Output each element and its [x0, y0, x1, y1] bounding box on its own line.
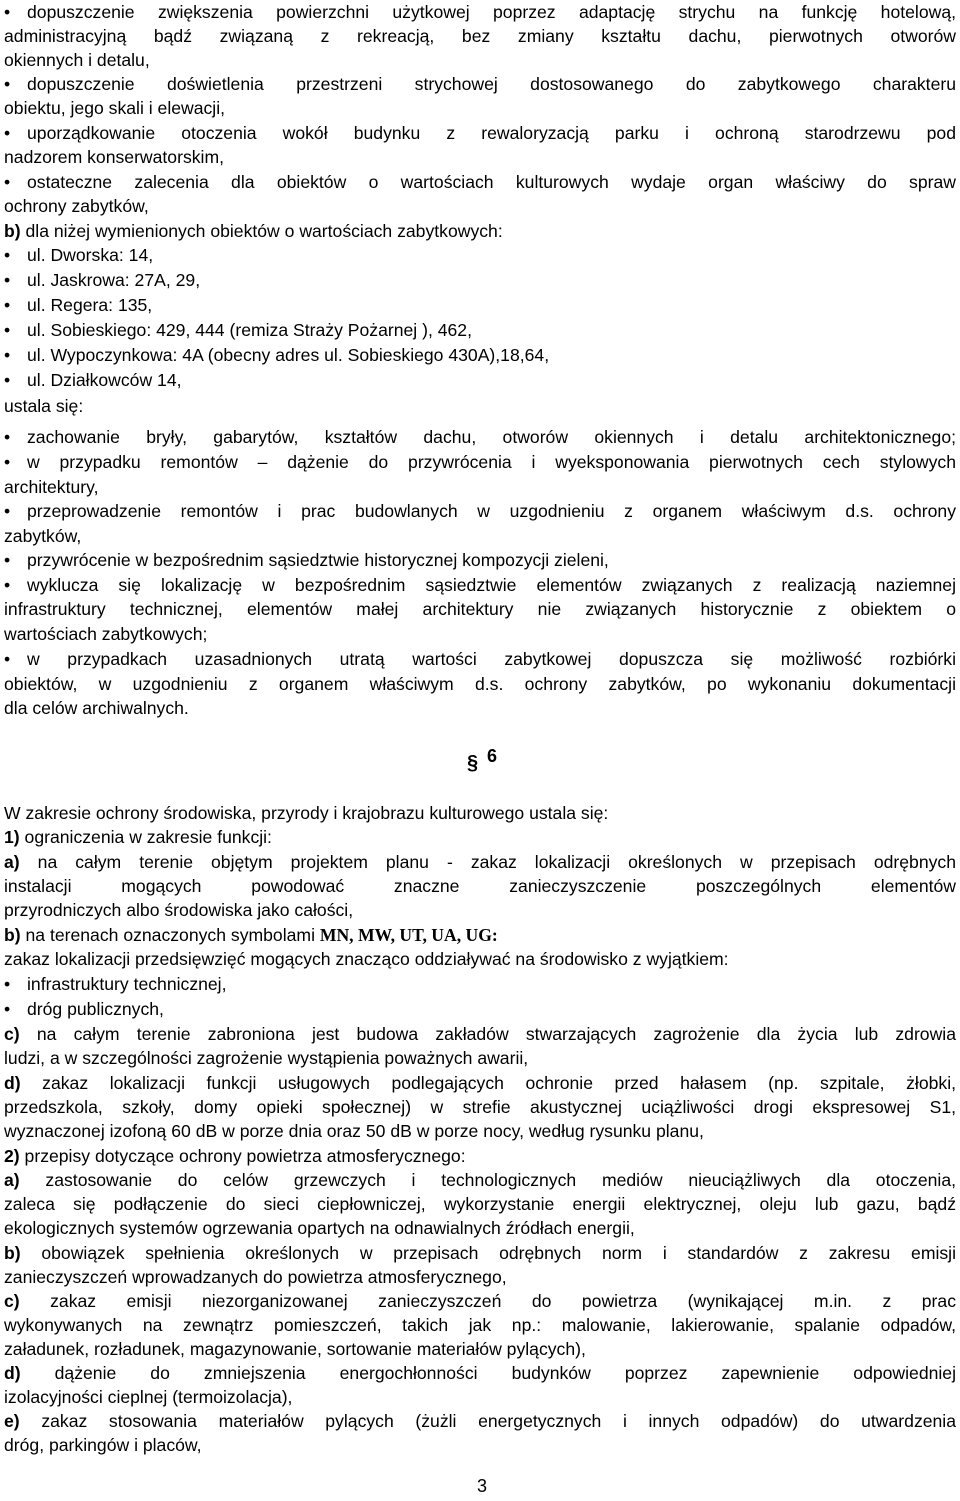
list-label-line [4, 1168, 956, 1192]
text-line: zakaz stosowania materiałów pylących (żużli energetycznych i innych odpadów) do utwardzenia [41, 1411, 957, 1431]
bullet-icon: • [4, 123, 11, 143]
bullet-icon: • [4, 345, 11, 365]
text-line: ul. Dworska: 14, [27, 245, 154, 265]
text-line: ludzi, a w szczególności zagrożenie wystąpienia poważnych awarii, [4, 1048, 529, 1068]
list-label-line [4, 923, 956, 947]
text-line: ul. Działkowców 14, [27, 370, 182, 390]
bullet-item [4, 121, 956, 145]
list-label: 1) [4, 827, 20, 847]
text-line: nadzorem konserwatorskim, [4, 147, 224, 167]
text-line: ul. Sobieskiego: 429, 444 (remiza Straży Pożarnej ), 462, [27, 320, 472, 340]
text-line: izolacyjności cieplnej (termoizolacja), [4, 1387, 293, 1407]
list-label: e) [4, 1411, 20, 1431]
text-line: w przypadku remontów – dążenie do przywrócenia i wyeksponowania pierwotnych cech stylowych [27, 452, 956, 472]
list-label-line [4, 1144, 956, 1168]
text-line: na całym terenie zabroniona jest budowa zakładów stwarzających zagrożenie dla życia lub zdrowia [36, 1024, 956, 1044]
bullet-icon: • [4, 550, 11, 570]
text-line: przepisy dotyczące ochrony powietrza atmosferycznego: [24, 1146, 466, 1166]
list-label: 2) [4, 1146, 20, 1166]
text-line: infrastruktury technicznej, [27, 974, 227, 994]
text-line: ul. Wypoczynkowa: 4A (obecny adres ul. Sobieskiego 430A),18,64, [27, 345, 550, 365]
bullet-item [4, 243, 956, 267]
bullet-icon: • [4, 295, 11, 315]
text-line: przeprowadzenie remontów i prac budowlanych w uzgodnieniu z organem właściwym d.s. ochrony [27, 501, 956, 521]
text-line: okiennych i detalu, [4, 50, 150, 70]
list-label: b) [4, 221, 21, 241]
bullet-item [4, 450, 956, 474]
list-label: c) [4, 1024, 20, 1044]
text-line: obiektu, jego skali i elewacji, [4, 98, 226, 118]
text-line: wyznaczonej izofoną 60 dB w porze dnia oraz 50 dB w porze nocy, według rysunku planu, [4, 1121, 704, 1141]
zone-symbols: MN, MW, UT, UA, UG: [319, 925, 498, 945]
list-label: a) [4, 852, 20, 872]
text-line: na całym terenie objętym projektem planu - zakaz lokalizacji określonych w przepisach odrębnych [37, 852, 956, 872]
text-line: infrastruktury technicznej, elementów małej architektury nie związanych historycznie z obiektem o [4, 599, 956, 619]
text-line: wartościach zabytkowych; [4, 624, 208, 644]
text-line: ostateczne zalecenia dla obiektów o wartościach kulturowych wydaje organ właściwy do spraw [27, 172, 956, 192]
text-line: dopuszczenie zwiększenia powierzchni użytkowej poprzez adaptację strychu na funkcję hotelową, [27, 2, 956, 22]
bullet-icon: • [4, 649, 11, 669]
bullet-icon: • [4, 575, 11, 595]
text-line: w przypadkach uzasadnionych utratą wartości zabytkowej dopuszcza się możliwość rozbiórki [27, 649, 956, 669]
bullet-item [4, 0, 956, 24]
bullet-icon: • [4, 2, 11, 22]
bullet-item [4, 343, 956, 367]
bullet-item [4, 997, 956, 1021]
list-label-line [4, 219, 956, 243]
text-line: wykonywanych na zewnątrz pomieszczeń, takich jak np.: malowanie, lakierowanie, spalanie odpadów, [4, 1315, 956, 1335]
bullet-item [4, 293, 956, 317]
bullet-item [4, 268, 956, 292]
text-line: przyrodniczych albo środowiska jako całości, [4, 900, 354, 920]
bullet-icon: • [4, 452, 11, 472]
bullet-item [4, 972, 956, 996]
text-line: obowiązek spełnienia określonych w przepisach odrębnych norm i standardów z zakresu emisji [41, 1243, 957, 1263]
bullet-item [4, 170, 956, 194]
text-line: ekologicznych systemów ogrzewania opartych na odnawialnych źródłach energii, [4, 1218, 635, 1238]
text-line: dążenie do zmniejszenia energochłonności budynków poprzez zapewnienie odpowiedniej [54, 1363, 956, 1383]
list-label: d) [4, 1073, 21, 1093]
bullet-icon: • [4, 320, 11, 340]
text-line: przedszkola, szkoły, domy opieki społecznej) w strefie akustycznej uciążliwości drogi ekspresowej S1, [4, 1097, 956, 1117]
text-line: architektury, [4, 477, 99, 497]
text-line: instalacji mogących powodować znaczne zanieczyszczenie poszczególnych elementów [4, 876, 956, 896]
list-label-line [4, 1022, 956, 1046]
list-label: d) [4, 1363, 21, 1383]
bullet-icon: • [4, 270, 11, 290]
text-line: ul. Regera: 135, [27, 295, 153, 315]
text-line: na terenach oznaczonych symbolami [25, 925, 315, 945]
bullet-icon: • [4, 427, 11, 447]
bullet-item [4, 368, 956, 392]
bullet-item [4, 425, 956, 449]
bullet-item [4, 573, 956, 597]
text-line: dla celów archiwalnych. [4, 698, 189, 718]
list-label: a) [4, 1170, 20, 1190]
bullet-item [4, 318, 956, 342]
bullet-icon: • [4, 501, 11, 521]
list-label-line [4, 850, 956, 874]
page-number: 3 [477, 1476, 488, 1496]
text-line: ochrony zabytków, [4, 196, 149, 216]
list-label-line [4, 1071, 956, 1095]
text-line: dla niżej wymienionych obiektów o wartościach zabytkowych: [25, 221, 503, 241]
list-label-line [4, 1241, 956, 1265]
text-line: dróg, parkingów i placów, [4, 1435, 202, 1455]
list-label: b) [4, 1243, 21, 1263]
list-label-line [4, 1361, 956, 1385]
section-symbol: § [467, 752, 479, 774]
list-label: b) [4, 925, 21, 945]
list-label: c) [4, 1291, 20, 1311]
text-line: ul. Jaskrowa: 27A, 29, [27, 270, 201, 290]
text-line: uporządkowanie otoczenia wokół budynku z rewaloryzacją parku i ochroną starodrzewu pod [27, 123, 956, 143]
text-line: dopuszczenie doświetlenia przestrzeni strychowej dostosowanego do zabytkowego charakteru [27, 74, 956, 94]
text-line: administracyjną bądź związaną z rekreacją, bez zmiany kształtu dachu, pierwotnych otworów [4, 26, 956, 46]
list-label-line [4, 1289, 956, 1313]
section-number: 6 [487, 746, 498, 766]
bullet-icon: • [4, 974, 11, 994]
bullet-icon: • [4, 74, 11, 94]
text-line: zakaz emisji niezorganizowanej zanieczyszczeń do powietrza (wynikającej m.in. z prac [50, 1291, 956, 1311]
text-line: ograniczenia w zakresie funkcji: [24, 827, 272, 847]
text-line: zakaz lokalizacji funkcji usługowych podlegających ochronie przed hałasem (np. szpitale, żłobki, [42, 1073, 956, 1093]
bullet-item [4, 548, 956, 572]
text-line: przywrócenie w bezpośrednim sąsiedztwie historycznej kompozycji zieleni, [27, 550, 609, 570]
bullet-icon: • [4, 999, 11, 1019]
text-line: zanieczyszczeń wprowadzanych do powietrza atmosferycznego, [4, 1267, 507, 1287]
section-heading [467, 746, 527, 776]
text-line: zakaz lokalizacji przedsięwzięć mogących znacząco oddziaływać na środowisko z wyjątkiem: [4, 949, 729, 969]
text-line: zachowanie bryły, gabarytów, kształtów dachu, otworów okiennych i detalu architektonicznego; [27, 427, 956, 447]
text-line: ustala się: [4, 396, 84, 416]
bullet-icon: • [4, 245, 11, 265]
text-line: dróg publicznych, [27, 999, 164, 1019]
list-label-line [4, 1409, 956, 1433]
text-line: załadunek, rozładunek, magazynowanie, sortowanie materiałów pylących), [4, 1339, 586, 1359]
text-line: W zakresie ochrony środowiska, przyrody i krajobrazu kulturowego ustala się: [4, 803, 609, 823]
text-line: wyklucza się lokalizację w bezpośrednim sąsiedztwie elementów związanych z realizacją naziemnej [27, 575, 956, 595]
text-line: zastosowanie do celów grzewczych i technologicznych mediów nieuciążliwych dla otoczenia, [45, 1170, 956, 1190]
bullet-item [4, 499, 956, 523]
bullet-item [4, 72, 956, 96]
bullet-item [4, 647, 956, 671]
text-line: obiektów, w uzgodnieniu z organem właściwym d.s. ochrony zabytków, po wykonaniu dokumentacji [4, 674, 956, 694]
text-line: zabytków, [4, 526, 82, 546]
bullet-icon: • [4, 172, 11, 192]
bullet-icon: • [4, 370, 11, 390]
text-line: zaleca się podłączenie do sieci ciepłowniczej, wykorzystanie energii elektrycznej, oleju lub gazu, bądź [4, 1194, 956, 1214]
list-label-line [4, 825, 956, 849]
